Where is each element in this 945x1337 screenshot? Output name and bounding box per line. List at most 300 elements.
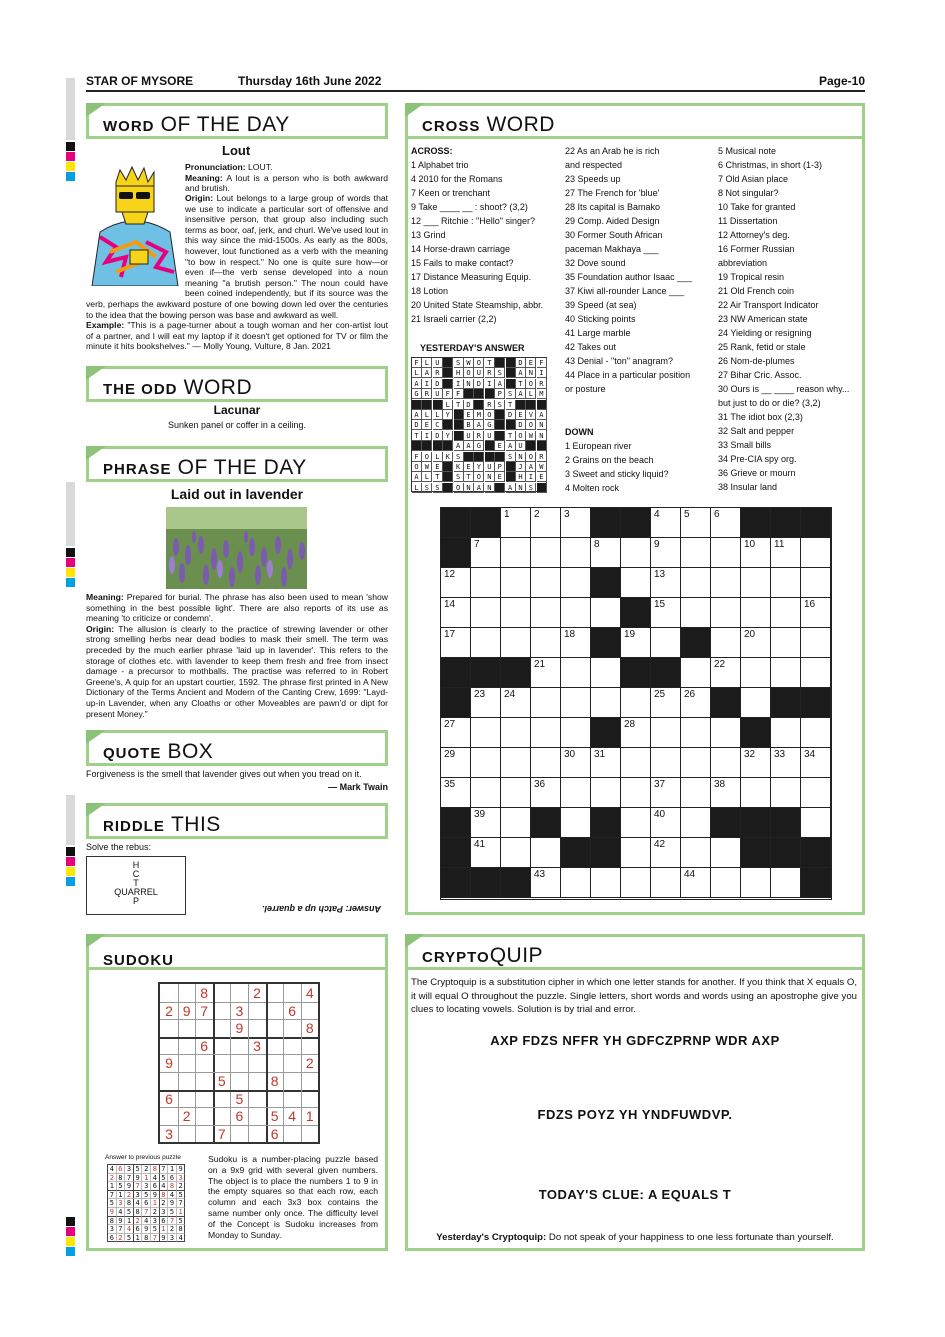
crossword-cell[interactable]	[651, 598, 681, 628]
answer-cell: P	[495, 389, 505, 399]
crossword-cell[interactable]	[501, 538, 531, 568]
reg-mark	[66, 1237, 75, 1246]
answer-cell: O	[485, 410, 495, 420]
answer-digit: 9	[177, 1165, 186, 1174]
clues-col3-down	[718, 144, 849, 494]
answer-cell	[485, 452, 495, 462]
crossword-cell[interactable]	[801, 808, 831, 838]
clue-number: 32	[744, 749, 756, 760]
answer-digit: 7	[177, 1199, 186, 1208]
crossword-cell[interactable]	[531, 778, 561, 808]
answer-cell: D	[506, 410, 516, 420]
answer-cell	[422, 400, 432, 410]
crossword-cell[interactable]	[501, 838, 531, 868]
crossword-cell[interactable]	[801, 538, 831, 568]
answer-digit: 5	[108, 1199, 117, 1208]
crossword-cell[interactable]	[741, 658, 771, 688]
crossword-cell[interactable]	[561, 508, 591, 538]
sudoku-given: 9	[235, 1020, 244, 1037]
black-cell	[681, 628, 711, 658]
sudoku-given: 9	[165, 1055, 173, 1072]
answer-cell: S	[506, 452, 516, 462]
answer-cell	[506, 379, 516, 389]
crossword-cell[interactable]	[771, 568, 801, 598]
answer-cell	[433, 441, 443, 451]
reg-mark	[66, 867, 75, 876]
answer-digit: 1	[168, 1165, 177, 1174]
answer-cell	[506, 368, 516, 378]
clue-item: 8 Not singular?	[718, 188, 779, 198]
black-cell	[801, 508, 831, 538]
word-details-top: Pronunciation: LOUT. Meaning: A lout is a person who is both awkward and brutish.	[185, 162, 388, 194]
clue-item: 39 Speed (at sea)	[565, 300, 637, 310]
crossword-cell[interactable]	[801, 598, 831, 628]
answer-digit: 4	[125, 1225, 134, 1234]
crossword-border-left	[405, 139, 408, 915]
crossword-cell[interactable]	[741, 688, 771, 718]
crossword-cell[interactable]	[741, 868, 771, 898]
answer-cell	[495, 431, 505, 441]
crossword-cell[interactable]	[651, 778, 681, 808]
crossword-cell[interactable]	[801, 718, 831, 748]
answer-digit: 4	[168, 1191, 177, 1200]
reg-mark	[66, 548, 75, 557]
answer-cell	[495, 410, 505, 420]
answer-cell: L	[526, 389, 536, 399]
clue-number: 24	[504, 689, 516, 700]
answer-cell: E	[516, 410, 526, 420]
answer-digit: 9	[151, 1191, 160, 1200]
crossword-cell[interactable]	[681, 778, 711, 808]
black-cell	[441, 718, 471, 748]
riddle-answer: Answer: Patch up a quarrel.	[262, 904, 382, 914]
crossword-cell[interactable]	[561, 688, 591, 718]
answer-cell: R	[474, 431, 484, 441]
crossword-cell[interactable]	[591, 688, 621, 718]
crossword-cell[interactable]	[771, 778, 801, 808]
clue-item: 44 Place in a particular position	[565, 370, 691, 380]
crossword-cell[interactable]	[711, 838, 741, 868]
crossword-cell[interactable]	[621, 748, 651, 778]
answer-digit: 6	[142, 1199, 151, 1208]
answer-cell: O	[464, 368, 474, 378]
clue-item: 17 Distance Measuring Equip.	[411, 272, 532, 282]
clue-item: 38 Insular land	[718, 482, 778, 492]
crossword-cell[interactable]	[531, 838, 561, 868]
crossword-cell[interactable]	[621, 538, 651, 568]
black-cell	[591, 808, 621, 838]
answer-digit: 4	[151, 1174, 160, 1183]
crossword-cell[interactable]	[591, 658, 621, 688]
crossword-cell[interactable]	[501, 718, 531, 748]
answer-cell: N	[516, 483, 526, 493]
answer-cell: U	[433, 389, 443, 399]
answer-digit: 9	[160, 1234, 169, 1243]
crossword-cell[interactable]	[561, 718, 591, 748]
answer-cell	[443, 420, 453, 430]
odd-word-definition: Sunken panel or coffer in a ceiling.	[168, 420, 306, 430]
sudoku-given: 4	[305, 985, 314, 1001]
clue-item: 5 Musical note	[718, 146, 777, 156]
answer-digit: 1	[134, 1234, 143, 1243]
crossword-cell[interactable]	[471, 718, 501, 748]
riddle-header: RIDDLE THIS	[86, 803, 388, 839]
crossword-cell[interactable]	[501, 808, 531, 838]
crossword-cell[interactable]	[471, 538, 501, 568]
answer-cell: N	[516, 452, 526, 462]
answer-digit: 4	[177, 1234, 186, 1243]
answer-cell: G	[485, 420, 495, 430]
sudoku-description: Sudoku is a number-placing puzzle based on a 9x9 grid with several given numbers. The object is to place the numbers 1 to 9 in the empty squares so that each row, each column and each 3x3 box contains the same number only once. The difficulty level of the Concept is Sudoku increases from Monday to Sunday.	[208, 1154, 378, 1240]
crossword-cell[interactable]	[771, 628, 801, 658]
answer-cell	[537, 483, 547, 493]
crossword-cell[interactable]	[711, 868, 741, 898]
previous-sudoku-answer	[107, 1164, 185, 1242]
answer-digit: 8	[108, 1217, 117, 1226]
crossword-cell[interactable]	[531, 748, 561, 778]
crossword-cell[interactable]	[681, 808, 711, 838]
black-cell	[651, 508, 681, 538]
black-cell	[441, 838, 471, 868]
black-cell	[531, 868, 561, 898]
clue-item: 7 Keen or trenchant	[411, 188, 491, 198]
crossword-cell[interactable]	[621, 568, 651, 598]
answer-cell: A	[412, 379, 422, 389]
crossword-cell[interactable]	[621, 838, 651, 868]
crossword-cell[interactable]	[621, 778, 651, 808]
clue-number: 5	[684, 509, 690, 520]
answer-digit: 6	[108, 1234, 117, 1243]
reg-mark	[66, 142, 75, 151]
crossword-cell[interactable]	[711, 748, 741, 778]
crossword-cell[interactable]	[801, 568, 831, 598]
answer-cell: A	[516, 368, 526, 378]
crossword-cell[interactable]	[591, 778, 621, 808]
crossword-cell[interactable]	[681, 658, 711, 688]
sudoku-given: 6	[200, 1037, 209, 1054]
clue-item: 25 Rank, fetid or stale	[718, 342, 806, 352]
crossword-cell[interactable]	[501, 568, 531, 598]
crossword-cell[interactable]	[561, 538, 591, 568]
answer-cell	[443, 462, 453, 472]
crossword-cell[interactable]	[471, 838, 501, 868]
answer-cell: E	[422, 420, 432, 430]
crossword-cell[interactable]	[771, 868, 801, 898]
answer-cell: S	[422, 483, 432, 493]
riddle-prompt: Solve the rebus:	[86, 842, 152, 852]
answer-cell: N	[537, 431, 547, 441]
answer-digit: 8	[168, 1182, 177, 1191]
cryptoquip-border-bottom	[405, 1248, 865, 1251]
crossword-cell[interactable]	[801, 628, 831, 658]
crossword-cell[interactable]	[621, 808, 651, 838]
answer-digit: 3	[117, 1199, 126, 1208]
answer-digit: 2	[168, 1225, 177, 1234]
answer-cell	[495, 452, 505, 462]
issue-date: Thursday 16th June 2022	[238, 74, 382, 88]
crossword-cell[interactable]	[651, 688, 681, 718]
clue-item: 21 Israeli carrier (2,2)	[411, 314, 497, 324]
answer-cell	[433, 400, 443, 410]
answer-cell	[537, 441, 547, 451]
answer-digit: 4	[134, 1199, 143, 1208]
answer-digit: 2	[108, 1174, 117, 1183]
crossword-cell[interactable]	[681, 568, 711, 598]
word-origin: Origin: Lout belongs to a large group of words that we use to indicate a particular sort of offensive and insensitive person, that group also including such terms as boor, oaf, jerk, and churl. We've used lout in this way since the mid-1500s. As early as the 800s, however, lout functioned as a verb with the meaning "to bow in respect." No one is quite sure how—or even if—the verb sense developed into a noun meaning "a brutish person." The noun could have been coined independently, but if its source was the verb, perhaps the awkward posture of one bowing down led over the centuries to the idea that the bowing person was base and awkward as well. Example: "This is a page-turner about a tough woman and her con-artist lout of a partner, and I will eat my laptop if it doesn't get optioned for TV or film the minute it hits bookshelves." — Molly Young, Vulture, 8 Jan. 2021	[86, 193, 389, 352]
answer-digit: 2	[125, 1191, 134, 1200]
sudoku-given: 5	[270, 1108, 279, 1125]
answer-cell	[526, 400, 536, 410]
answer-cell: T	[485, 358, 495, 368]
crossword-cell[interactable]	[591, 748, 621, 778]
clue-number: 44	[684, 869, 696, 880]
answer-digit: 4	[160, 1182, 169, 1191]
sudoku-given: 9	[182, 1002, 191, 1019]
black-cell	[801, 868, 831, 898]
answer-digit: 8	[125, 1199, 134, 1208]
answer-digit: 8	[134, 1208, 143, 1217]
crossword-cell[interactable]	[501, 688, 531, 718]
crossword-cell[interactable]	[711, 538, 741, 568]
crossword-cell[interactable]	[531, 628, 561, 658]
answer-cell: J	[516, 462, 526, 472]
odd-word: Lacunar	[213, 403, 261, 417]
crossword-cell[interactable]	[771, 658, 801, 688]
crossword-cell[interactable]	[711, 628, 741, 658]
answer-cell: T	[506, 431, 516, 441]
crossword-cell[interactable]	[501, 628, 531, 658]
crossword-cell[interactable]	[771, 598, 801, 628]
crossword-cell[interactable]	[501, 748, 531, 778]
answer-cell: R	[433, 368, 443, 378]
side-gray-bar	[66, 482, 75, 546]
crossword-cell[interactable]	[771, 538, 801, 568]
clue-number: 3	[564, 509, 570, 520]
todays-clue: TODAY'S CLUE: A EQUALS T	[538, 1187, 732, 1202]
crossword-cell[interactable]	[471, 628, 501, 658]
cryptoquip-header: CRYPTOQUIP	[405, 934, 865, 970]
answer-digit: 5	[177, 1191, 186, 1200]
crossword-border-bottom	[405, 912, 865, 915]
answer-cell: Y	[443, 431, 453, 441]
clue-item: and respected	[565, 160, 623, 170]
clue-item: 20 United State Steamship, abbr.	[411, 300, 544, 310]
sudoku-given: 4	[288, 1108, 297, 1125]
crossword-cell[interactable]	[741, 598, 771, 628]
crossword-cell[interactable]	[681, 598, 711, 628]
clues-col1	[411, 158, 543, 326]
crossword-cell[interactable]	[651, 628, 681, 658]
answer-cell: M	[537, 389, 547, 399]
answer-digit: 7	[125, 1174, 134, 1183]
clue-item: 13 Grind	[411, 230, 446, 240]
answer-digit: 5	[134, 1165, 143, 1174]
answer-cell: N	[537, 420, 547, 430]
answer-cell: I	[537, 368, 547, 378]
clue-item: 31 The idiot box (2,3)	[718, 412, 803, 422]
crossword-cell[interactable]	[591, 868, 621, 898]
crossword-cell[interactable]	[711, 598, 741, 628]
crossword-cell[interactable]	[561, 778, 591, 808]
black-cell	[441, 748, 471, 778]
crossword-cell[interactable]	[531, 538, 561, 568]
crossword-cell[interactable]	[711, 508, 741, 538]
answer-digit: 9	[134, 1174, 143, 1183]
black-cell	[711, 658, 741, 688]
clue-item: 1 Alphabet trio	[411, 160, 469, 170]
crossword-cell[interactable]	[561, 598, 591, 628]
answer-digit: 5	[177, 1217, 186, 1226]
answer-cell	[454, 420, 464, 430]
crossword-cell[interactable]	[801, 748, 831, 778]
crossword-cell[interactable]	[561, 628, 591, 658]
crossword-cell[interactable]	[741, 628, 771, 658]
answer-cell: G	[474, 441, 484, 451]
crossword-cell[interactable]	[651, 868, 681, 898]
crossword-grid[interactable]	[440, 507, 832, 900]
crossword-cell[interactable]	[561, 808, 591, 838]
crossword-cell[interactable]	[471, 808, 501, 838]
quote-author: — Mark Twain	[328, 782, 388, 792]
sudoku-given: 7	[200, 1002, 209, 1019]
black-cell	[591, 568, 621, 598]
crossword-cell[interactable]	[531, 598, 561, 628]
crossword-cell[interactable]	[711, 568, 741, 598]
answer-cell	[516, 400, 526, 410]
reg-mark	[66, 578, 75, 587]
reg-mark	[66, 558, 75, 567]
rebus-box: H C T QUARREL P	[86, 856, 186, 915]
crossword-cell[interactable]	[741, 568, 771, 598]
crossword-cell[interactable]	[621, 868, 651, 898]
crossword-cell[interactable]	[621, 628, 651, 658]
clue-item: 33 Small bills	[718, 440, 772, 450]
crossword-cell[interactable]	[591, 598, 621, 628]
answer-digit: 1	[117, 1191, 126, 1200]
crossword-cell[interactable]	[651, 748, 681, 778]
clue-item: 18 Lotion	[411, 286, 449, 296]
crossword-cell[interactable]	[471, 748, 501, 778]
black-cell	[531, 508, 561, 538]
crossword-cell[interactable]	[681, 748, 711, 778]
crossword-cell[interactable]	[771, 718, 801, 748]
cipher-line-1: AXP FDZS NFFR YH GDFCZPRNP WDR AXP	[490, 1033, 780, 1048]
answer-cell: I	[454, 379, 464, 389]
crossword-cell[interactable]	[771, 748, 801, 778]
answer-cell: S	[506, 389, 516, 399]
answer-cell: F	[454, 389, 464, 399]
crossword-cell[interactable]	[621, 688, 651, 718]
crossword-cell[interactable]	[741, 778, 771, 808]
answer-cell	[526, 441, 536, 451]
clue-item: 30 Former South African	[565, 230, 663, 240]
sudoku-given: 5	[235, 1090, 244, 1107]
answer-digit: 2	[142, 1165, 151, 1174]
black-cell	[741, 508, 771, 538]
answer-digit: 5	[151, 1225, 160, 1234]
side-gray-bar	[66, 795, 75, 845]
crossword-cell[interactable]	[711, 718, 741, 748]
answer-cell	[454, 431, 464, 441]
crossword-cell[interactable]	[471, 778, 501, 808]
crossword-cell[interactable]	[501, 508, 531, 538]
crossword-cell[interactable]	[531, 688, 561, 718]
answer-cell: L	[443, 400, 453, 410]
clue-number: 30	[564, 749, 576, 760]
answer-digit: 3	[160, 1208, 169, 1217]
answer-cell: W	[464, 358, 474, 368]
black-cell	[591, 508, 621, 538]
clue-number: 6	[714, 509, 720, 520]
reg-mark	[66, 162, 75, 171]
crossword-cell[interactable]	[471, 568, 501, 598]
crossword-cell[interactable]	[801, 778, 831, 808]
answer-cell: D	[433, 431, 443, 441]
sudoku-given: 6	[235, 1108, 244, 1125]
clue-number: 25	[654, 689, 666, 700]
clue-number: 28	[624, 719, 636, 730]
black-cell	[441, 808, 471, 838]
black-cell	[741, 718, 771, 748]
crossword-cell[interactable]	[681, 538, 711, 568]
answer-cell: F	[412, 452, 422, 462]
crossword-cell[interactable]	[651, 808, 681, 838]
sudoku-given: 1	[305, 1108, 314, 1125]
crossword-cell[interactable]	[561, 568, 591, 598]
crossword-cell[interactable]	[561, 658, 591, 688]
answer-cell	[464, 389, 474, 399]
crossword-cell[interactable]	[501, 778, 531, 808]
sudoku-border-bottom	[86, 1248, 388, 1251]
crossword-cell[interactable]	[651, 718, 681, 748]
crossword-cell[interactable]	[801, 658, 831, 688]
answer-cell: S	[454, 452, 464, 462]
clues-col2-down	[565, 439, 669, 495]
clue-item: 22 As an Arab he is rich	[565, 146, 660, 156]
answer-cell: C	[433, 420, 443, 430]
answer-cell: Y	[474, 462, 484, 472]
quote-text: Forgiveness is the smell that lavender gives out when you tread on it.	[86, 769, 362, 779]
crossword-cell[interactable]	[531, 658, 561, 688]
crossword-cell[interactable]	[651, 838, 681, 868]
crossword-cell[interactable]	[471, 598, 501, 628]
crossword-cell[interactable]	[561, 868, 591, 898]
answer-digit: 8	[117, 1174, 126, 1183]
answer-cell: D	[516, 420, 526, 430]
clue-number: 10	[744, 539, 756, 550]
sudoku-grid[interactable]	[158, 982, 320, 1144]
answer-cell: A	[464, 441, 474, 451]
cipher-line-2: FDZS POYZ YH YNDFUWDVP.	[537, 1107, 733, 1122]
crossword-cell[interactable]	[681, 838, 711, 868]
clue-item: 7 Old Asian place	[718, 174, 789, 184]
clue-number: 34	[804, 749, 816, 760]
clue-item: 14 Horse-drawn carriage	[411, 244, 511, 254]
answer-digit: 2	[160, 1199, 169, 1208]
crossword-cell[interactable]	[531, 718, 561, 748]
clue-item: 16 Former Russian	[718, 244, 795, 254]
answer-cell: U	[485, 431, 495, 441]
answer-cell: V	[526, 410, 536, 420]
answer-cell: A	[454, 441, 464, 451]
crossword-cell[interactable]	[501, 598, 531, 628]
answer-cell	[443, 379, 453, 389]
answer-cell: H	[454, 368, 464, 378]
crossword-cell[interactable]	[681, 688, 711, 718]
crossword-cell[interactable]	[531, 568, 561, 598]
crossword-cell[interactable]	[681, 718, 711, 748]
sudoku-given: 7	[217, 1125, 226, 1142]
